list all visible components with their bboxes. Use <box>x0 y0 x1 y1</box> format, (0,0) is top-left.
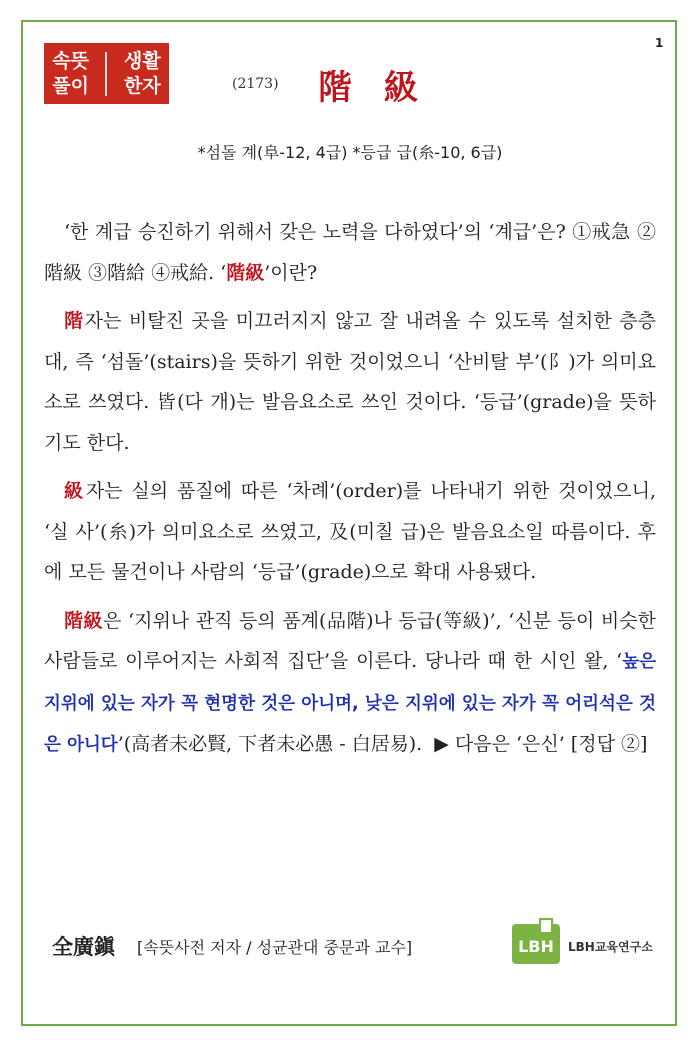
page-number: 1 <box>655 36 664 50</box>
arrow-icon: ▶ <box>434 733 449 755</box>
word-text-1: 은 ‘지위나 관직 등의 품계(品階)나 등급(等級)’, ‘신분 등이 비슷한 사람들로 이루어지는 사회적 집단’을 이른다. 당나라 때 한 시인 왈, ‘ <box>44 609 656 672</box>
paragraph-word <box>44 601 656 766</box>
char-1-highlight: 階 <box>64 310 85 332</box>
word-highlight: 階級 <box>64 609 104 632</box>
next-word: 다음은 ‘은신’ [정답 ②] <box>454 733 648 755</box>
paragraph-char-2 <box>44 471 656 593</box>
char-1-text: 자는 비탈진 곳을 미끄러지지 않고 잘 내려올 수 있도록 설치한 층층대, 즉 ‘섬돌’(stairs)을 뜻하기 위한 것이었으니 ‘산비탈 부’(阝)가 의미요소로 쓰였다. 皆(다 개)는 발음요소로 쓰인 것이다. ‘등급’(grade)을 뜻하기도 한다. <box>44 310 656 454</box>
paragraph-question <box>44 212 656 293</box>
quote-open: ‘ <box>214 261 227 284</box>
logo-text-1: 속뜻 <box>52 49 89 72</box>
char-2-text: 자는 실의 품질에 따른 ‘차례’(order)를 나타내기 위한 것이었으니, ‘실 사’(糸)가 의미요소로 쓰였고, 及(미칠 급)은 발음요소일 따름이다. 후에 모든 물건이나 사람의 ‘등급’(grade)으로 확대 사용됐다. <box>44 480 656 583</box>
word-text-2: ’(高者未必賢, 下者未必愚 - 白居易). <box>117 733 423 755</box>
character-info: *섬돌 계(阜-12, 4급) *등급 급(糸-10, 6급) <box>197 143 503 162</box>
quote-blue: 높은 지위에 있는 자가 꼭 현명한 것은 아니며, 낮은 지위에 있는 자가 꼭 어리석은 것은 아니다 <box>44 652 656 755</box>
page-title: 階 級 <box>318 68 428 108</box>
quote-close: ’이란? <box>264 261 318 284</box>
lbh-logo-text: LBH <box>518 937 554 956</box>
char-2-highlight: 級 <box>64 480 86 502</box>
logo-text-2: 풀이 <box>52 74 89 97</box>
logo-text-4: 한자 <box>124 74 161 97</box>
author-info: [속뜻사전 저자 / 성균관대 중문과 교수] <box>137 938 413 957</box>
author-name: 全廣鎭 <box>52 934 115 959</box>
entry-number: (2173) <box>232 76 279 92</box>
institute-name: LBH교육연구소 <box>568 940 653 954</box>
paragraph-char-1 <box>44 301 656 463</box>
logo-text-3: 생활 <box>124 49 161 72</box>
brand-logo <box>44 43 169 104</box>
article-body <box>44 212 656 774</box>
logo-divider <box>105 52 107 96</box>
lbh-logo-icon <box>510 918 562 970</box>
question-highlight: 階級 <box>226 261 265 284</box>
question-text: ‘한 계급 승진하기 위해서 갖은 노력을 다하였다’의 ‘계급’은? ①戒急 ②階級 ③階給 ④戒給. <box>44 221 656 284</box>
